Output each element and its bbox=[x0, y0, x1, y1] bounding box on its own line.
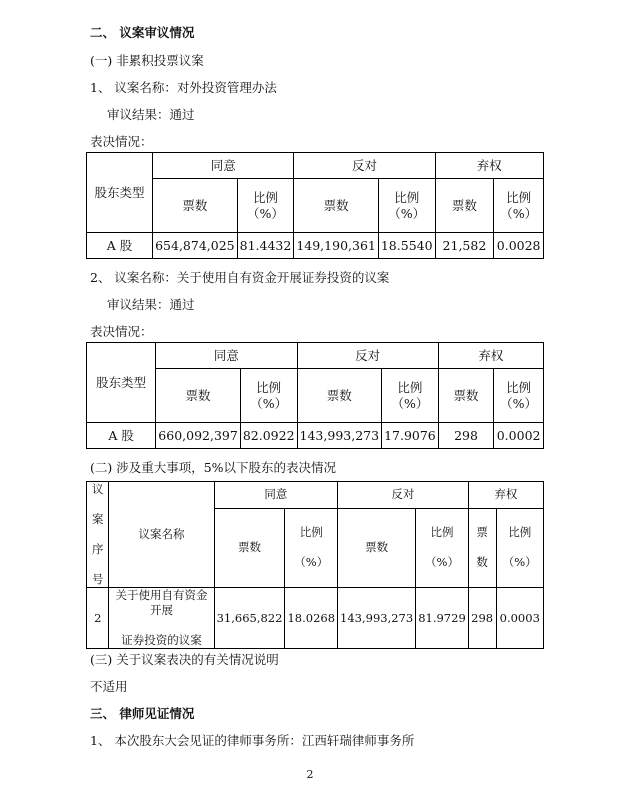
proposal-seq: 2 bbox=[87, 588, 109, 649]
sub1-heading: (一) 非累积投票议案 bbox=[90, 53, 204, 68]
abstain-header: 弃权 bbox=[468, 482, 543, 509]
oppose-votes: 143,993,273 bbox=[297, 423, 382, 449]
abstain-header: 弃权 bbox=[435, 153, 543, 179]
agree-ratio: 18.0268 bbox=[285, 588, 338, 649]
page-number: 2 bbox=[306, 768, 314, 781]
proposal-name: 关于使用自有资金开展 证券投资的议案 bbox=[109, 588, 214, 649]
sub2-heading: (二) 涉及重大事项，5%以下股东的表决情况 bbox=[90, 460, 337, 475]
abstain-votes: 21,582 bbox=[435, 233, 494, 259]
minority-vote-table bbox=[86, 481, 544, 649]
agree-votes-header: 票数 bbox=[153, 179, 238, 233]
oppose-votes-header: 票数 bbox=[294, 179, 379, 233]
agree-ratio: 82.0922 bbox=[240, 423, 297, 449]
agree-ratio-header: 比例 （%） bbox=[240, 369, 297, 423]
table-row bbox=[87, 233, 544, 259]
oppose-ratio: 18.5540 bbox=[378, 233, 435, 259]
agree-votes-header: 票数 bbox=[156, 369, 241, 423]
oppose-ratio: 81.9729 bbox=[416, 588, 469, 649]
sub3-text: 不适用 bbox=[90, 679, 128, 694]
table-row bbox=[87, 588, 544, 649]
sub3-heading: (三) 关于议案表决的有关情况说明 bbox=[90, 652, 279, 667]
item2-vote-label: 表决情况： bbox=[90, 324, 153, 339]
oppose-header: 反对 bbox=[338, 482, 469, 509]
agree-ratio: 81.4432 bbox=[237, 233, 294, 259]
table-row bbox=[87, 423, 544, 449]
abstain-header: 弃权 bbox=[438, 343, 543, 369]
item1-vote-label: 表决情况： bbox=[90, 134, 153, 149]
oppose-header: 反对 bbox=[294, 153, 435, 179]
oppose-votes: 149,190,361 bbox=[294, 233, 379, 259]
agree-header: 同意 bbox=[156, 343, 297, 369]
item1-result: 审议结果：通过 bbox=[107, 107, 195, 122]
agree-header: 同意 bbox=[214, 482, 337, 509]
abstain-ratio-header: 比例 （%） bbox=[496, 508, 543, 588]
oppose-ratio-header: 比例 （%） bbox=[382, 369, 439, 423]
abstain-ratio: 0.0003 bbox=[496, 588, 543, 649]
agree-votes: 654,874,025 bbox=[153, 233, 238, 259]
section3-heading: 三、 律师见证情况 bbox=[90, 706, 195, 721]
abstain-votes-header: 票数 bbox=[435, 179, 494, 233]
item2-title: 2、 议案名称：关于使用自有资金开展证券投资的议案 bbox=[90, 270, 390, 285]
vote-table-2 bbox=[86, 342, 544, 449]
abstain-votes-header: 票数 bbox=[438, 369, 493, 423]
section3-item1: 1、 本次股东大会见证的律师事务所：江西轩瑞律师事务所 bbox=[90, 733, 415, 748]
item2-result: 审议结果：通过 bbox=[107, 297, 195, 312]
shareholder-type: A 股 bbox=[87, 423, 156, 449]
vote-table-1 bbox=[86, 152, 544, 259]
oppose-votes: 143,993,273 bbox=[338, 588, 416, 649]
agree-ratio-header: 比例 （%） bbox=[237, 179, 294, 233]
oppose-header: 反对 bbox=[297, 343, 438, 369]
abstain-votes: 298 bbox=[438, 423, 493, 449]
shareholder-type-header: 股东类型 bbox=[87, 343, 156, 423]
oppose-votes-header: 票数 bbox=[338, 508, 416, 588]
oppose-ratio-header: 比例 （%） bbox=[378, 179, 435, 233]
agree-ratio-header: 比例 （%） bbox=[285, 508, 338, 588]
item1-title: 1、 议案名称：对外投资管理办法 bbox=[90, 80, 277, 95]
abstain-ratio: 0.0002 bbox=[494, 423, 544, 449]
abstain-ratio-header: 比例 （%） bbox=[494, 369, 544, 423]
agree-votes: 660,092,397 bbox=[156, 423, 241, 449]
agree-header: 同意 bbox=[153, 153, 294, 179]
section2-heading: 二、 议案审议情况 bbox=[90, 25, 195, 40]
abstain-ratio-header: 比例 （%） bbox=[494, 179, 544, 233]
oppose-votes-header: 票数 bbox=[297, 369, 382, 423]
shareholder-type-header: 股东类型 bbox=[87, 153, 153, 233]
abstain-votes: 298 bbox=[468, 588, 496, 649]
seq-header: 议 案 序 号 bbox=[87, 482, 109, 588]
agree-votes-header: 票数 bbox=[214, 508, 285, 588]
oppose-ratio-header: 比例 （%） bbox=[416, 508, 469, 588]
shareholder-type: A 股 bbox=[87, 233, 153, 259]
abstain-ratio: 0.0028 bbox=[494, 233, 544, 259]
abstain-votes-header: 票 数 bbox=[468, 508, 496, 588]
agree-votes: 31,665,822 bbox=[214, 588, 285, 649]
proposal-name-header: 议案名称 bbox=[109, 482, 214, 588]
oppose-ratio: 17.9076 bbox=[382, 423, 439, 449]
